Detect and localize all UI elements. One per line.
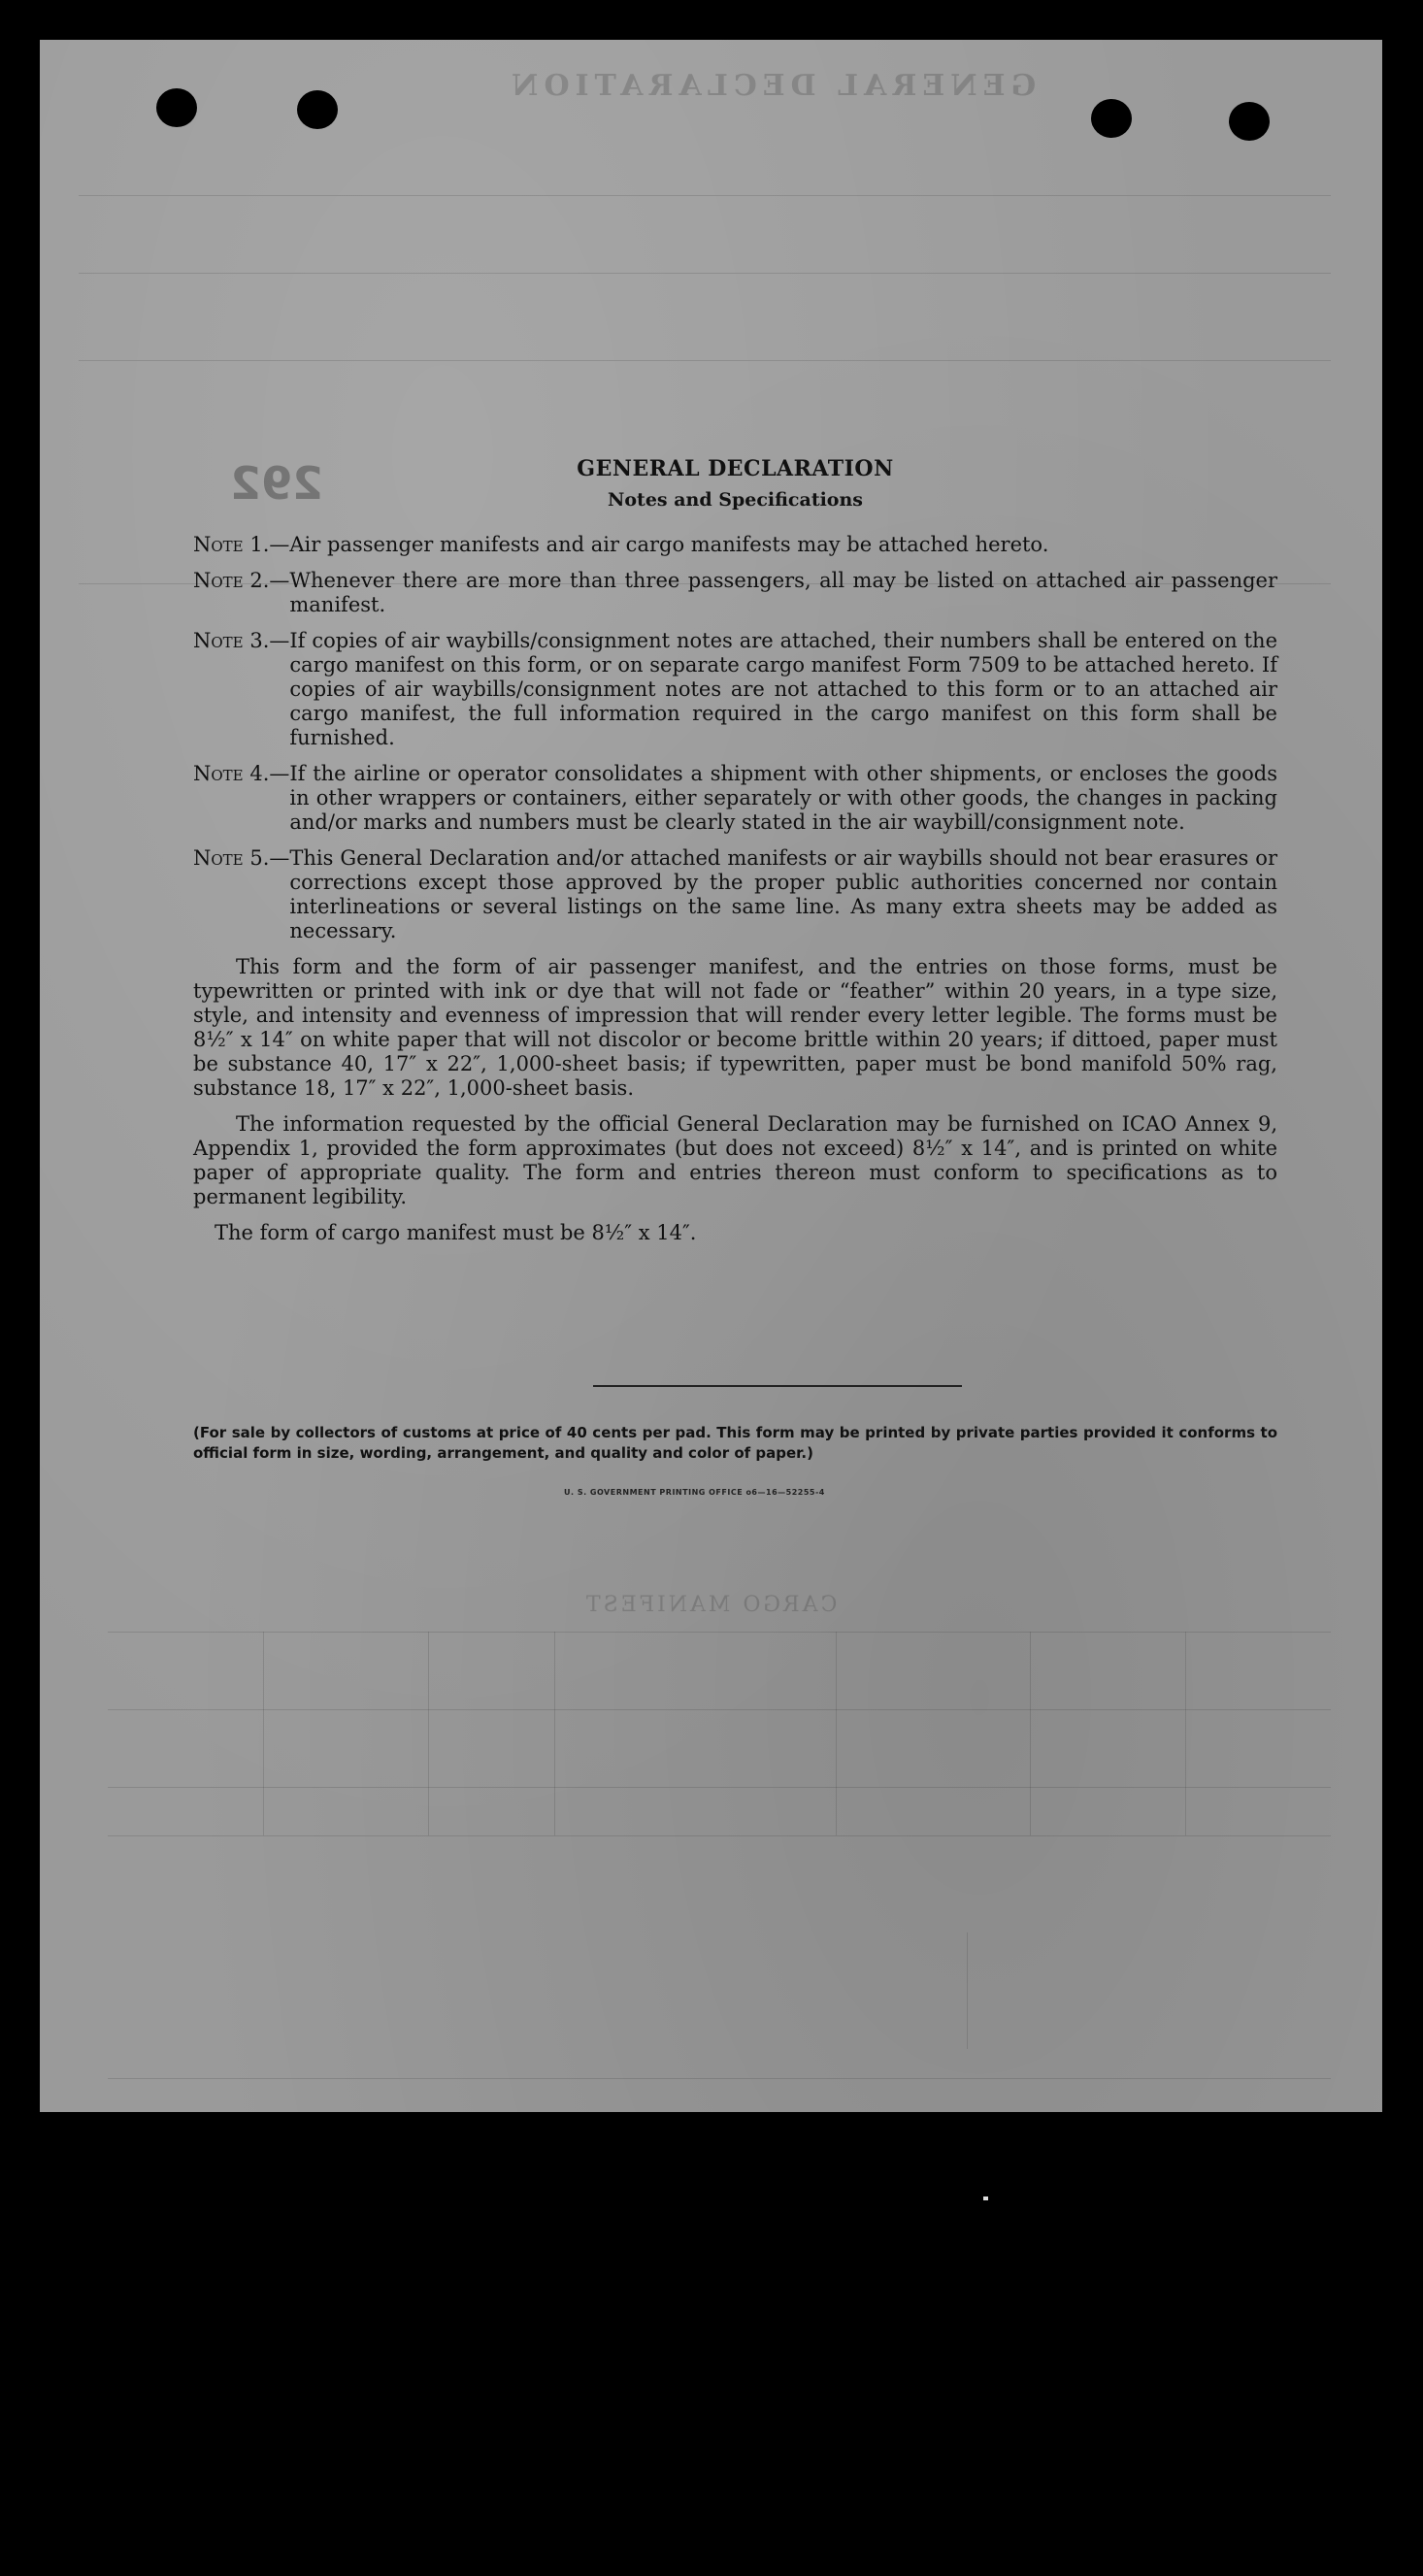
page-title: GENERAL DECLARATION xyxy=(577,456,894,481)
stamp-number: 292 xyxy=(230,457,324,510)
note-text: Whenever there are more than three passengers, all may be listed on attached air passenger manifest. xyxy=(289,569,1277,616)
note-5 xyxy=(193,846,1277,943)
note-text: Air passenger manifests and air cargo manifests may be attached hereto. xyxy=(289,533,1049,556)
punch-hole-left-2 xyxy=(297,90,338,129)
bleed-through-table-col xyxy=(263,1632,264,1835)
note-label: Note 5.— xyxy=(193,846,290,870)
note-3 xyxy=(193,629,1277,750)
bleed-through-signature-box xyxy=(967,1932,968,2049)
note-label: Note 2.— xyxy=(193,569,290,592)
bleed-through-line xyxy=(79,273,1331,274)
note-label: Note 3.— xyxy=(193,629,290,652)
scanned-page xyxy=(40,40,1382,2112)
note-label: Note 1.— xyxy=(193,533,290,556)
note-text: If the airline or operator consolidates a shipment with other shipments, or encloses the goods in other wrappers or containers, either separately or with other goods, the changes in packing and/or marks and numbers must be clearly stated in the air waybill/consignment note. xyxy=(289,762,1277,834)
bleed-through-line xyxy=(79,195,1331,196)
sale-notice: (For sale by collectors of customs at price of 40 cents per pad. This form may be printed by private parties provided it conforms to official form in size, wording, arrangement, and quality and color of paper.) xyxy=(193,1424,1277,1462)
divider-rule xyxy=(593,1385,962,1387)
note-2 xyxy=(193,569,1277,617)
note-text: If copies of air waybills/consignment notes are attached, their numbers shall be entered on the cargo manifest on this form, or on separate cargo manifest Form 7509 to be attached hereto. If copies of air waybills/consignment notes are not attached to this form or to an attached air cargo manifest, the full information required in the cargo manifest on this form shall be furnished. xyxy=(289,629,1277,749)
scan-speck xyxy=(983,2196,988,2200)
bleed-through-table-col xyxy=(428,1632,429,1835)
bleed-through-table-line xyxy=(108,1632,1331,1633)
bleed-through-table-col xyxy=(554,1632,555,1835)
punch-hole-right-2 xyxy=(1229,102,1270,141)
bleed-through-footer-line xyxy=(108,2078,1331,2079)
note-4 xyxy=(193,762,1277,835)
icao-paragraph: The information requested by the official General Declaration may be furnished on ICAO Annex 9, Appendix 1, provided the form approximates (but does not exceed) 8½″ x 14″, and is printed on white paper of appropriate quality. The form and entries thereon must conform to specifications as to permanent legibility. xyxy=(193,1112,1277,1208)
bleed-through-heading: GENERAL DECLARATION xyxy=(506,69,1037,103)
page-subtitle: Notes and Specifications xyxy=(608,489,863,511)
cargo-manifest-size-line: The form of cargo manifest must be 8½″ x 14″. xyxy=(215,1221,697,1244)
paper-specification-paragraph: This form and the form of air passenger manifest, and the entries on those forms, must be typewritten or printed with ink or dye that will not fade or “feather” within 20 years, in a type size, style, and intensity and evenness of impression that will render every letter legible. The forms must be 8½″ x 14″ on white paper that will not discolor or become brittle within 20 years; if dittoed, paper must be substance 40, 17″ x 22″, 1,000-sheet basis; if typewritten, paper must be bond manifold 50% rag, substance 18, 17″ x 22″, 1,000-sheet basis. xyxy=(193,955,1277,1100)
note-1 xyxy=(193,533,1277,557)
bleed-through-table-line xyxy=(108,1709,1331,1710)
punch-hole-right-1 xyxy=(1091,99,1132,138)
bleed-through-table-col xyxy=(836,1632,837,1835)
bleed-through-cargo-heading: CARGO MANIFEST xyxy=(583,1593,838,1617)
bleed-through-table-col xyxy=(1185,1632,1186,1835)
bleed-through-table-line xyxy=(108,1835,1331,1836)
bleed-through-line xyxy=(79,360,1331,361)
bleed-through-table-col xyxy=(1030,1632,1031,1835)
note-text: This General Declaration and/or attached manifests or air waybills should not bear erasures or corrections except those approved by the proper public authorities concerned nor contain interlineations or several listings on the same line. As many extra sheets may be added as necessary. xyxy=(289,846,1277,942)
note-label: Note 4.— xyxy=(193,762,290,785)
printing-office-imprint: U. S. GOVERNMENT PRINTING OFFICE o6—16—52255-4 xyxy=(564,1488,825,1497)
notes-content xyxy=(193,457,1277,1245)
bleed-through-table-line xyxy=(108,1787,1331,1788)
punch-hole-left-1 xyxy=(156,88,197,127)
